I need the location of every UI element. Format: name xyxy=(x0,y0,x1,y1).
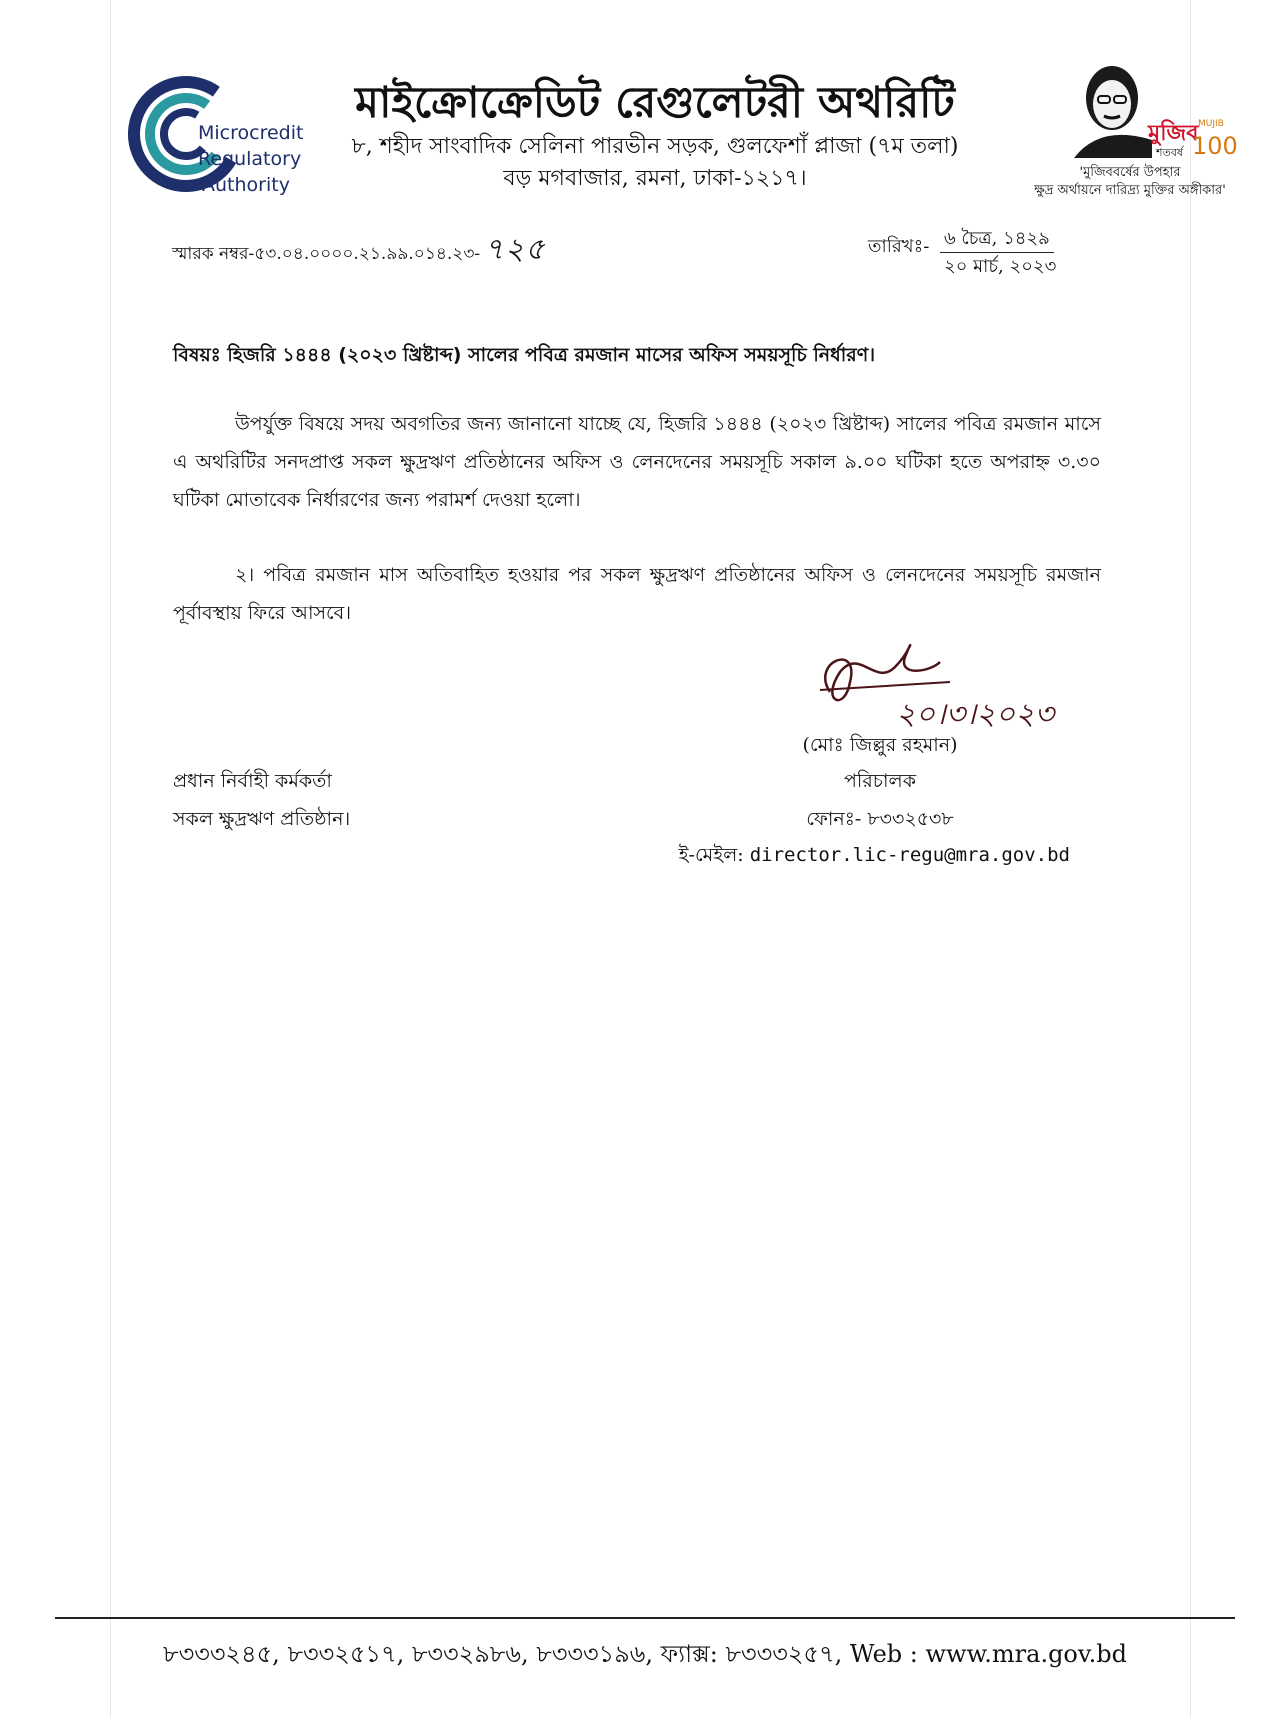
mra-logo xyxy=(128,70,308,205)
memo-reference-text: স্মারক নম্বর-৫৩.০৪.০০০০.২১.৯৯.০১৪.২৩- xyxy=(172,244,481,264)
mujib-logo-text: মুজিব xyxy=(1148,121,1199,146)
org-name: মাইক্রোক্রেডিট রেগুলেটরী অথরিটি xyxy=(355,78,955,128)
mujib-caption-line1: 'মুজিববর্ষের উপহার xyxy=(1079,165,1181,180)
scan-edge-left xyxy=(110,0,111,1717)
footer-contact: ৮৩৩৩২৪৫, ৮৩৩২৫১৭, ৮৩৩২৯৮৬, ৮৩৩৩১৯৬, ফ্যাক্স: ৮৩৩৩২৫৭, Web : www.mra.gov.bd xyxy=(163,1640,1127,1668)
body-paragraph-2: ২। পবিত্র রমজান মাস অতিবাহিত হওয়ার পর সকল ক্ষুদ্রঋণ প্রতিষ্ঠানের অফিস ও লেনদেনের সময়সূচি রমজান পূর্বাবস্থায় ফিরে আসবে। xyxy=(173,564,1101,624)
signatory-designation: পরিচালক xyxy=(844,770,916,792)
mujib-logo-en: MUJIB xyxy=(1198,119,1224,129)
logo-text-line3: Authority xyxy=(202,174,290,196)
mujib-caption-line2: ক্ষুদ্র অর্থায়নে দারিদ্র্য মুক্তির অঙ্গীকার' xyxy=(1034,183,1226,198)
date-gregorian: ২০ মার্চ, ২০২৩ xyxy=(944,256,1057,277)
email-label: ই-মেইল: xyxy=(678,844,744,866)
signatory-email xyxy=(650,840,1070,870)
subject-line: বিষয়ঃ হিজরি ১৪৪৪ (২০২৩ খ্রিষ্টাব্দ) সালের পবিত্র রমজান মাসের অফিস সময়সূচি নির্ধারণ। xyxy=(173,344,876,366)
recipient-line1: প্রধান নির্বাহী কর্মকর্তা xyxy=(173,770,332,792)
signature-date: ২০।৩।২০২৩ xyxy=(896,697,1054,732)
mujib-100-logo xyxy=(1060,58,1238,160)
mujib-logo-sub: শতবর্ষ xyxy=(1156,146,1183,159)
date-label: তারিখঃ- xyxy=(868,236,930,257)
org-address-line2: বড় মগবাজার, রমনা, ঢাকা-১২১৭। xyxy=(503,166,807,191)
signatory-name: (মোঃ জিল্লুর রহমান) xyxy=(802,734,958,756)
email-address[interactable]: director.lic-regu@mra.gov.bd xyxy=(749,844,1070,866)
org-address-line1: ৮, শহীদ সাংবাদিক সেলিনা পারভীন সড়ক, গুলফেশাঁ প্লাজা (৭ম তলা) xyxy=(351,134,959,159)
footer-divider xyxy=(55,1617,1235,1619)
logo-text-line2: Regulatory xyxy=(198,148,302,170)
logo-text-line1: Microcredit xyxy=(198,122,304,144)
date-bengali: ৬ চৈত্র, ১৪২৯ xyxy=(940,226,1054,253)
mujib-logo-num: 100 xyxy=(1192,132,1238,160)
scan-edge-right xyxy=(1190,0,1191,1717)
recipient-line2: সকল ক্ষুদ্রঋণ প্রতিষ্ঠান। xyxy=(173,808,351,830)
signatory-phone: ফোনঃ- ৮৩৩২৫৩৮ xyxy=(806,808,954,830)
memo-reference xyxy=(172,232,546,269)
body-paragraph-1: উপর্যুক্ত বিষয়ে সদয় অবগতির জন্য জানানো যাচ্ছে যে, হিজরি ১৪৪৪ (২০২৩ খ্রিষ্টাব্দ) সালের পবিত্র রমজান মাসে এ অথরিটির সনদপ্রাপ্ত সকল ক্ষুদ্রঋণ প্রতিষ্ঠানের অফিস ও লেনদেনের সময়সূচি সকাল ৯.০০ ঘটিকা হতে অপরাহ্ন ৩.৩০ ঘটিকা মোতাবেক নির্ধারণের জন্য পরামর্শ দেওয়া হলো। xyxy=(173,413,1101,511)
memo-handwritten-number: ৭২৫ xyxy=(484,232,546,267)
